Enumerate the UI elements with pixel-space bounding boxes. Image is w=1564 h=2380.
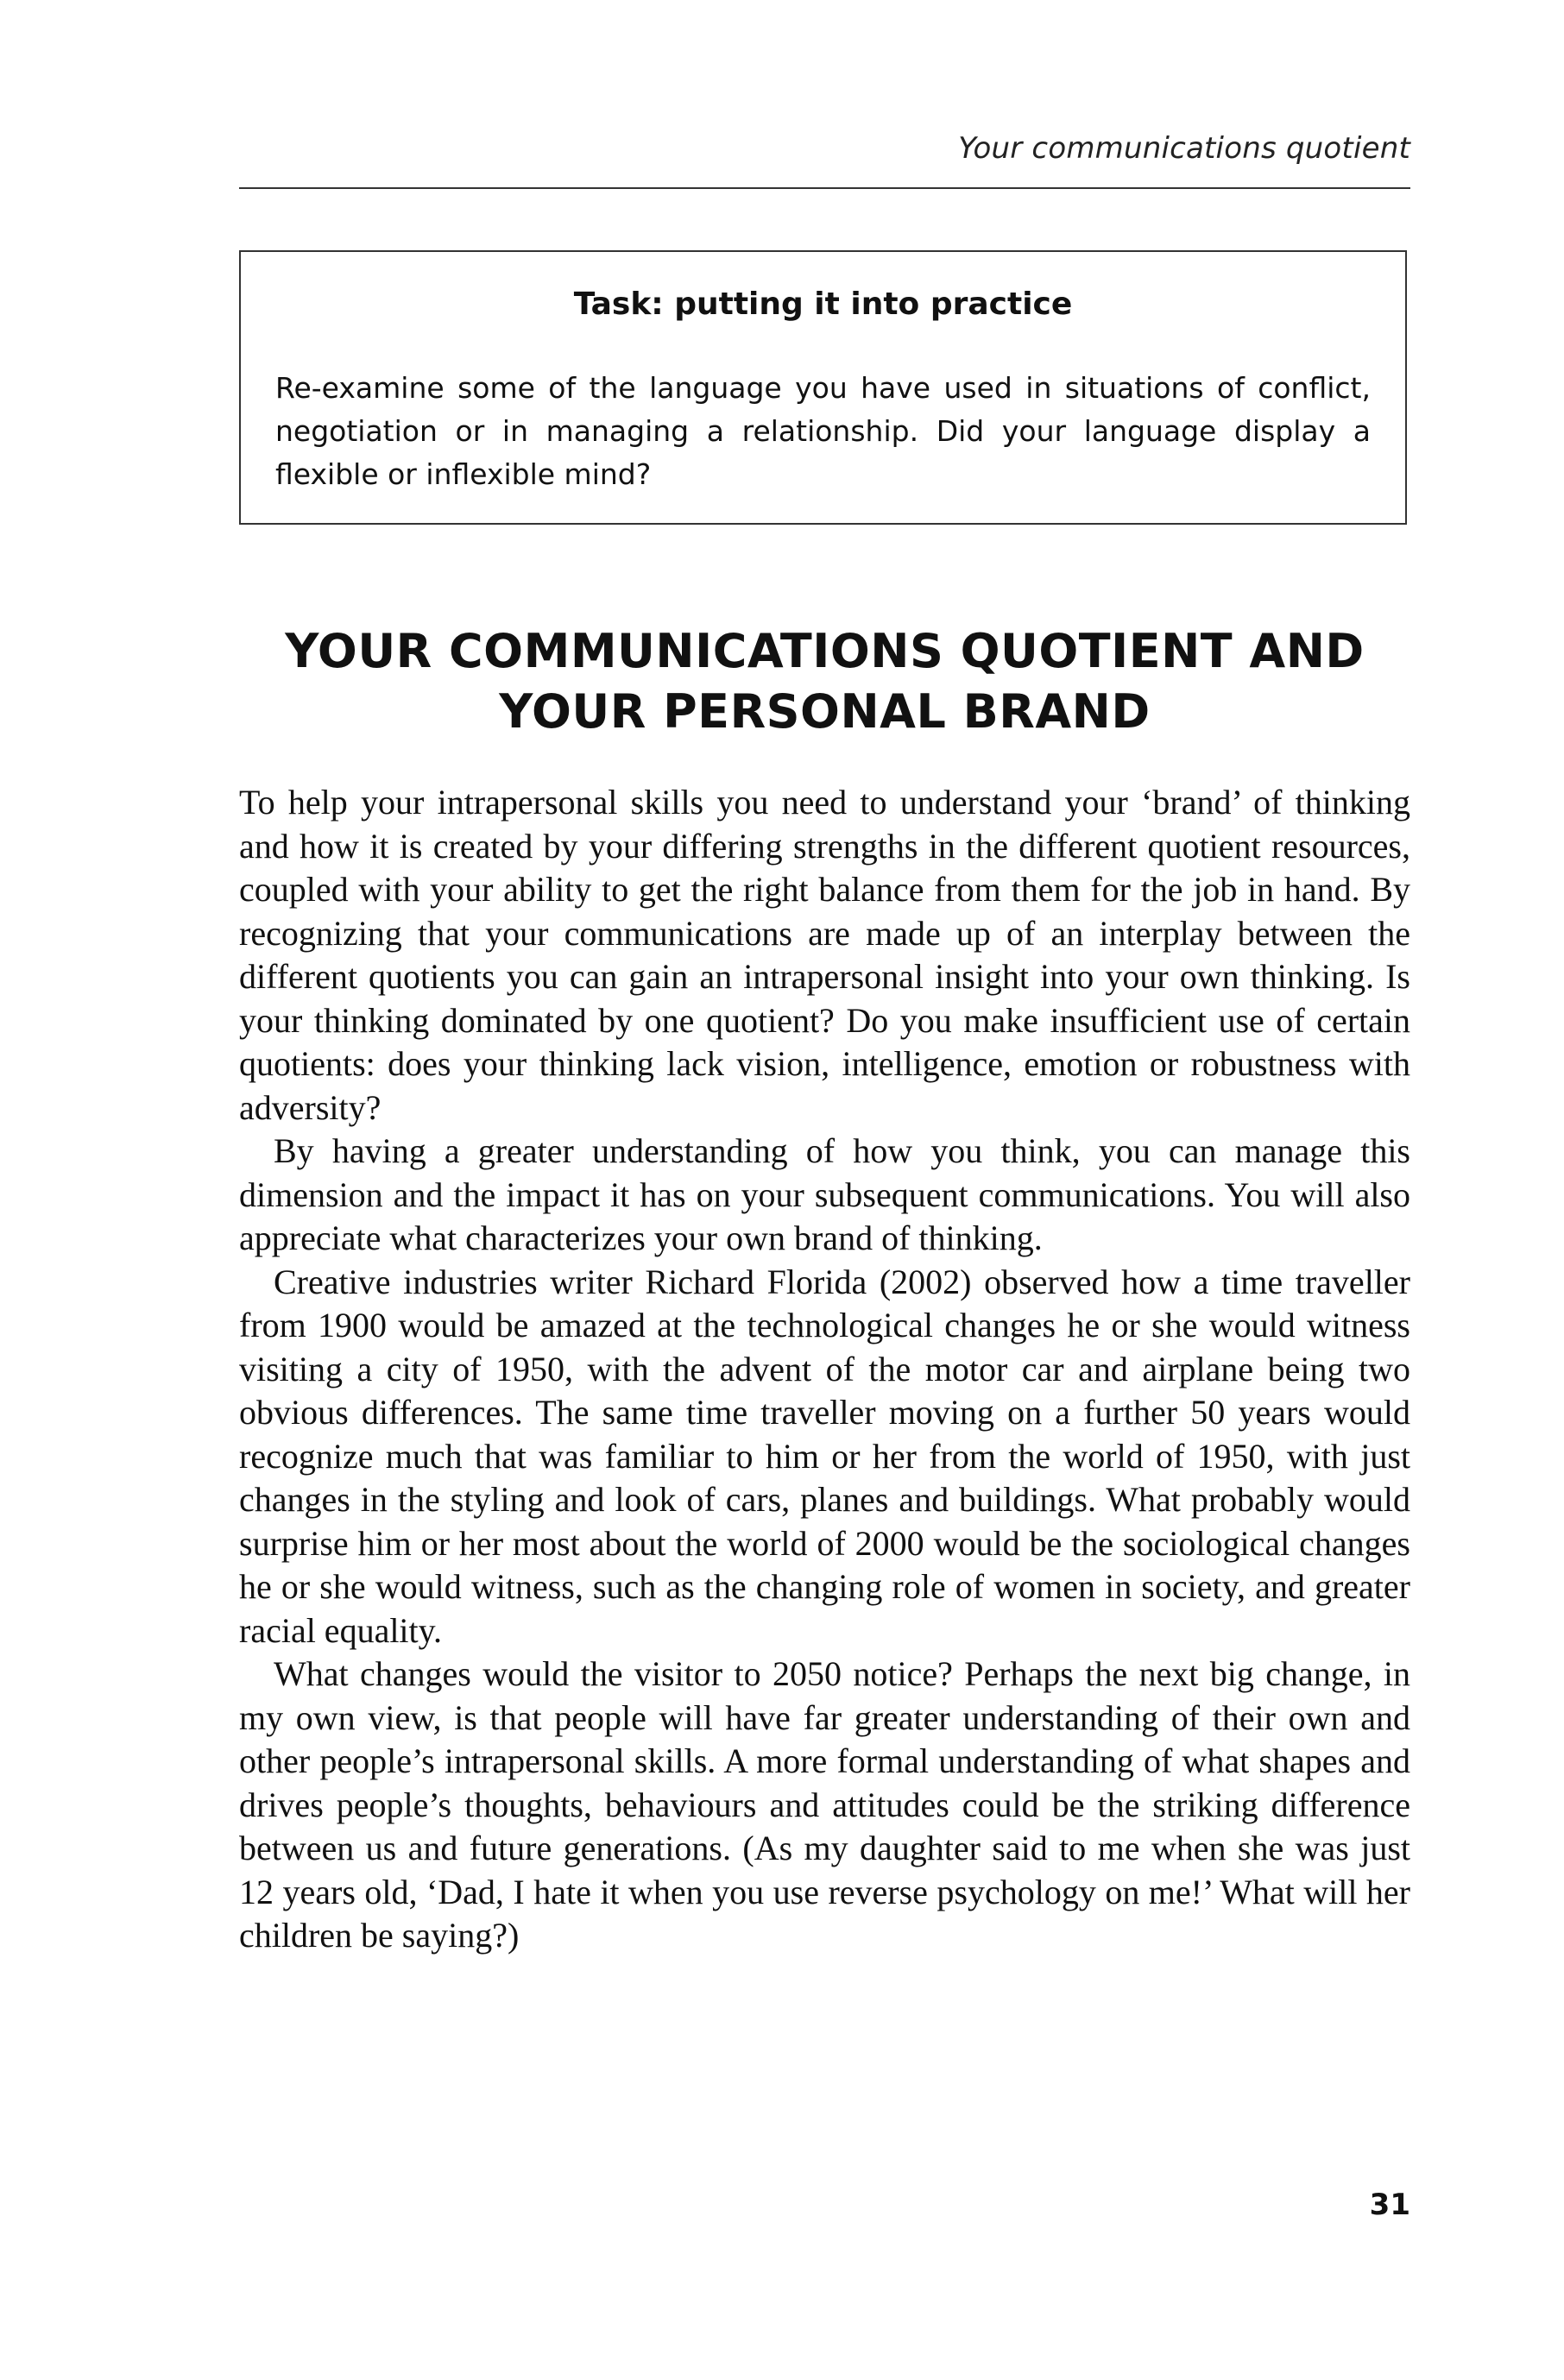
book-page	[239, 0, 1410, 2380]
task-body: Re-examine some of the language you have used in situations of conflict, negotiation or in managing a relationship. Did your language display a flexible or inflexible mind?	[275, 371, 1371, 491]
section-heading: YOUR COMMUNICATIONS QUOTIENT AND YOUR PERSONAL BRAND	[285, 624, 1365, 739]
task-title: Task: putting it into practice	[573, 286, 1073, 322]
paragraph-3: Creative industries writer Richard Florida (2002) observed how a time traveller from 1900 would be amazed at the technological changes he or she would witness visiting a city of 1950, with the advent of the motor car and airplane being two obvious differences. The same time traveller moving on a further 50 years would recognize much that was familiar to him or her from the world of 1950, with just changes in the styling and look of cars, planes and buildings. What probably would surprise him or her most about the world of 2000 would be the sociological changes he or she would witness, such as the changing role of women in society, and greater racial equality.	[239, 1262, 1410, 1650]
page-number: 31	[1369, 2188, 1410, 2222]
paragraph-4: What changes would the visitor to 2050 notice? Perhaps the next big change, in my own view, is that people will have far greater understanding of their own and other people’s intrapersonal skills. A more formal understanding of what shapes and drives people’s thoughts, behaviours and attitudes could be the striking difference between us and future generations. (As my daughter said to me when she was just 12 years old, ‘Dad, I hate it when you use reverse psychology on me!’ What will her children be saying?)	[239, 1654, 1410, 1955]
task-box	[239, 250, 1407, 525]
running-head: Your communications quotient	[958, 131, 1410, 166]
paragraph-2: By having a greater understanding of how you think, you can manage this dimension and the impact it has on your subsequent communications. You will also appreciate what characterizes your own brand of thinking.	[239, 1131, 1410, 1257]
paragraph-1: To help your intrapersonal skills you need to understand your ‘brand’ of thinking and how it is created by your differing strengths in the different quotient resources, coupled with your ability to get the right balance from them for the job in hand. By recognizing that your communications are made up of an interplay between the different quotients you can gain an intrapersonal insight into your own thinking. Is your thinking dominated by one quotient? Do you make insufficient use of certain quotients: does your thinking lack vision, intelligence, emotion or robustness with adversity?	[239, 783, 1410, 1127]
header-rule	[239, 187, 1410, 189]
body-text	[239, 781, 1410, 1958]
